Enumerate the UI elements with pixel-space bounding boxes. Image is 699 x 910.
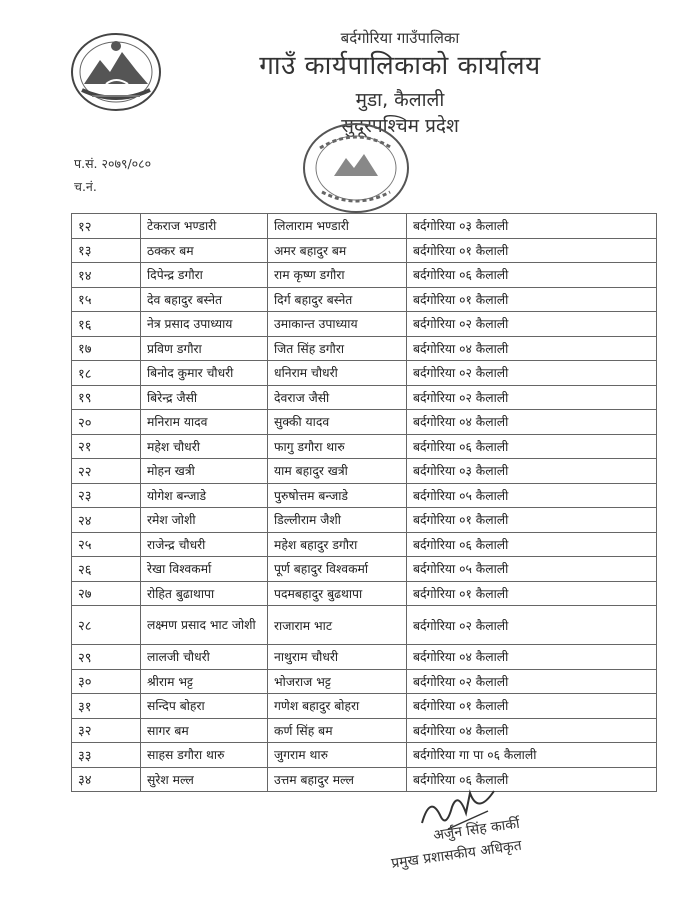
parent-name-cell: कर्ण सिंह बम [268, 718, 407, 743]
name-cell: लक्ष्मण प्रसाद भाट जोशी [141, 606, 268, 645]
table-row [72, 557, 657, 582]
signatory-title: प्रमुख प्रशासकीय अधिकृत [390, 837, 523, 872]
parent-name-cell: धनिराम चौधरी [268, 361, 407, 386]
table-row [72, 459, 657, 484]
name-cell: राजेन्द्र चौधरी [141, 532, 268, 557]
address-cell: बर्दगोरिया ०२ कैलाली [407, 669, 657, 694]
name-cell: योगेश बन्जाडे [141, 483, 268, 508]
serial-number-cell: २६ [72, 557, 141, 582]
parent-name-cell: पूर्ण बहादुर विश्वकर्मा [268, 557, 407, 582]
name-cell: साहस डगौरा थारु [141, 743, 268, 768]
address-cell: बर्दगोरिया ०१ कैलाली [407, 287, 657, 312]
address-cell: बर्दगोरिया ०२ कैलाली [407, 361, 657, 386]
office-title: गाउँ कार्यपालिकाको कार्यालय [259, 51, 541, 81]
serial-number-cell: ३३ [72, 743, 141, 768]
name-cell: श्रीराम भट्ट [141, 669, 268, 694]
name-cell: प्रविण डगौरा [141, 336, 268, 361]
address-cell: बर्दगोरिया ०१ कैलाली [407, 238, 657, 263]
serial-number-cell: ३४ [72, 767, 141, 792]
address-cell: बर्दगोरिया ०५ कैलाली [407, 557, 657, 582]
parent-name-cell: लिलाराम भण्डारी [268, 214, 407, 239]
address-cell: बर्दगोरिया ०४ कैलाली [407, 410, 657, 435]
parent-name-cell: दिर्ग बहादुर बस्नेत [268, 287, 407, 312]
parent-name-cell: जित सिंह डगौरा [268, 336, 407, 361]
table-row [72, 767, 657, 792]
serial-number-cell: २८ [72, 606, 141, 645]
name-cell: देव बहादुर बस्नेत [141, 287, 268, 312]
serial-number-cell: २७ [72, 581, 141, 606]
parent-name-cell: राजाराम भाट [268, 606, 407, 645]
address-cell: बर्दगोरिया गा पा ०६ कैलाली [407, 743, 657, 768]
parent-name-cell: भोजराज भट्ट [268, 669, 407, 694]
address-cell: बर्दगोरिया ०६ कैलाली [407, 263, 657, 288]
table-row [72, 385, 657, 410]
beneficiary-table [71, 213, 657, 792]
serial-number-cell: ३२ [72, 718, 141, 743]
serial-number-cell: १८ [72, 361, 141, 386]
address-cell: बर्दगोरिया ०४ कैलाली [407, 645, 657, 670]
table-row [72, 694, 657, 719]
parent-name-cell: गणेश बहादुर बोहरा [268, 694, 407, 719]
parent-name-cell: डिल्लीराम जैशी [268, 508, 407, 533]
name-cell: सुरेश मल्ल [141, 767, 268, 792]
serial-number-cell: ३० [72, 669, 141, 694]
name-cell: सन्दिप बोहरा [141, 694, 268, 719]
table-row [72, 361, 657, 386]
table-row [72, 263, 657, 288]
address-cell: बर्दगोरिया ०६ कैलाली [407, 767, 657, 792]
municipality-name: बर्दगोरिया गाउँपालिका [340, 29, 460, 47]
parent-name-cell: महेश बहादुर डगौरा [268, 532, 407, 557]
table-row [72, 483, 657, 508]
table-row [72, 287, 657, 312]
office-stamp [300, 118, 412, 218]
parent-name-cell: सुक्की यादव [268, 410, 407, 435]
province-name: सुदूरपश्चिम प्रदेश [341, 115, 459, 137]
name-cell: नेत्र प्रसाद उपाध्याय [141, 312, 268, 337]
name-cell: रोहित बुढाथापा [141, 581, 268, 606]
address-cell: बर्दगोरिया ०३ कैलाली [407, 459, 657, 484]
name-cell: लालजी चौधरी [141, 645, 268, 670]
address-cell: बर्दगोरिया ०२ कैलाली [407, 385, 657, 410]
parent-name-cell: पदमबहादुर बुढथापा [268, 581, 407, 606]
parent-name-cell: नाथुराम चौधरी [268, 645, 407, 670]
serial-number-cell: १६ [72, 312, 141, 337]
address-cell: बर्दगोरिया ०२ कैलाली [407, 312, 657, 337]
table-row [72, 645, 657, 670]
address-cell: बर्दगोरिया ०३ कैलाली [407, 214, 657, 239]
name-cell: महेश चौधरी [141, 434, 268, 459]
nepal-emblem-logo [70, 32, 162, 112]
serial-number-cell: २१ [72, 434, 141, 459]
serial-number-cell: १४ [72, 263, 141, 288]
serial-number-cell: १९ [72, 385, 141, 410]
name-cell: सागर बम [141, 718, 268, 743]
table-row [72, 606, 657, 645]
name-cell: ठक्कर बम [141, 238, 268, 263]
serial-number-cell: ३१ [72, 694, 141, 719]
serial-number-cell: २५ [72, 532, 141, 557]
serial-number-cell: २३ [72, 483, 141, 508]
serial-number-cell: २२ [72, 459, 141, 484]
parent-name-cell: याम बहादुर खत्री [268, 459, 407, 484]
parent-name-cell: उत्तम बहादुर मल्ल [268, 767, 407, 792]
serial-number-cell: २४ [72, 508, 141, 533]
address-cell: बर्दगोरिया ०१ कैलाली [407, 581, 657, 606]
parent-name-cell: राम कृष्ण डगौरा [268, 263, 407, 288]
name-cell: टेकराज भण्डारी [141, 214, 268, 239]
address-cell: बर्दगोरिया ०६ कैलाली [407, 434, 657, 459]
table-row [72, 410, 657, 435]
table-row [72, 718, 657, 743]
table-row [72, 214, 657, 239]
name-cell: बिरेन्द्र जैसी [141, 385, 268, 410]
table-row [72, 238, 657, 263]
name-cell: रमेश जोशी [141, 508, 268, 533]
serial-number-cell: २९ [72, 645, 141, 670]
serial-number-cell: १२ [72, 214, 141, 239]
name-cell: बिनोद कुमार चौधरी [141, 361, 268, 386]
table-row [72, 743, 657, 768]
table-row [72, 336, 657, 361]
serial-number-cell: २० [72, 410, 141, 435]
table-row [72, 669, 657, 694]
serial-number-cell: १५ [72, 287, 141, 312]
parent-name-cell: जुगराम थारु [268, 743, 407, 768]
serial-number-cell: १७ [72, 336, 141, 361]
address-cell: बर्दगोरिया ०२ कैलाली [407, 606, 657, 645]
parent-name-cell: उमाकान्त उपाध्याय [268, 312, 407, 337]
table-row [72, 434, 657, 459]
name-cell: रेखा विश्वकर्मा [141, 557, 268, 582]
table-row [72, 581, 657, 606]
table-row [72, 312, 657, 337]
parent-name-cell: फागु डगौरा थारु [268, 434, 407, 459]
parent-name-cell: पुरुषोत्तम बन्जाडे [268, 483, 407, 508]
parent-name-cell: अमर बहादुर बम [268, 238, 407, 263]
signatory-name: अर्जुन सिंह कार्की [432, 815, 521, 844]
table-row [72, 508, 657, 533]
parent-name-cell: देवराज जैसी [268, 385, 407, 410]
name-cell: मोहन खत्री [141, 459, 268, 484]
office-address: मुडा, कैलाली [355, 89, 445, 111]
address-cell: बर्दगोरिया ०१ कैलाली [407, 694, 657, 719]
fiscal-year-ref: प.सं. २०७९/०८० [74, 156, 152, 171]
address-cell: बर्दगोरिया ०१ कैलाली [407, 508, 657, 533]
dispatch-number-label: च.नं. [74, 179, 97, 194]
address-cell: बर्दगोरिया ०४ कैलाली [407, 718, 657, 743]
serial-number-cell: १३ [72, 238, 141, 263]
name-cell: मनिराम यादव [141, 410, 268, 435]
address-cell: बर्दगोरिया ०५ कैलाली [407, 483, 657, 508]
address-cell: बर्दगोरिया ०६ कैलाली [407, 532, 657, 557]
name-cell: दिपेन्द्र डगौरा [141, 263, 268, 288]
address-cell: बर्दगोरिया ०४ कैलाली [407, 336, 657, 361]
table-row [72, 532, 657, 557]
